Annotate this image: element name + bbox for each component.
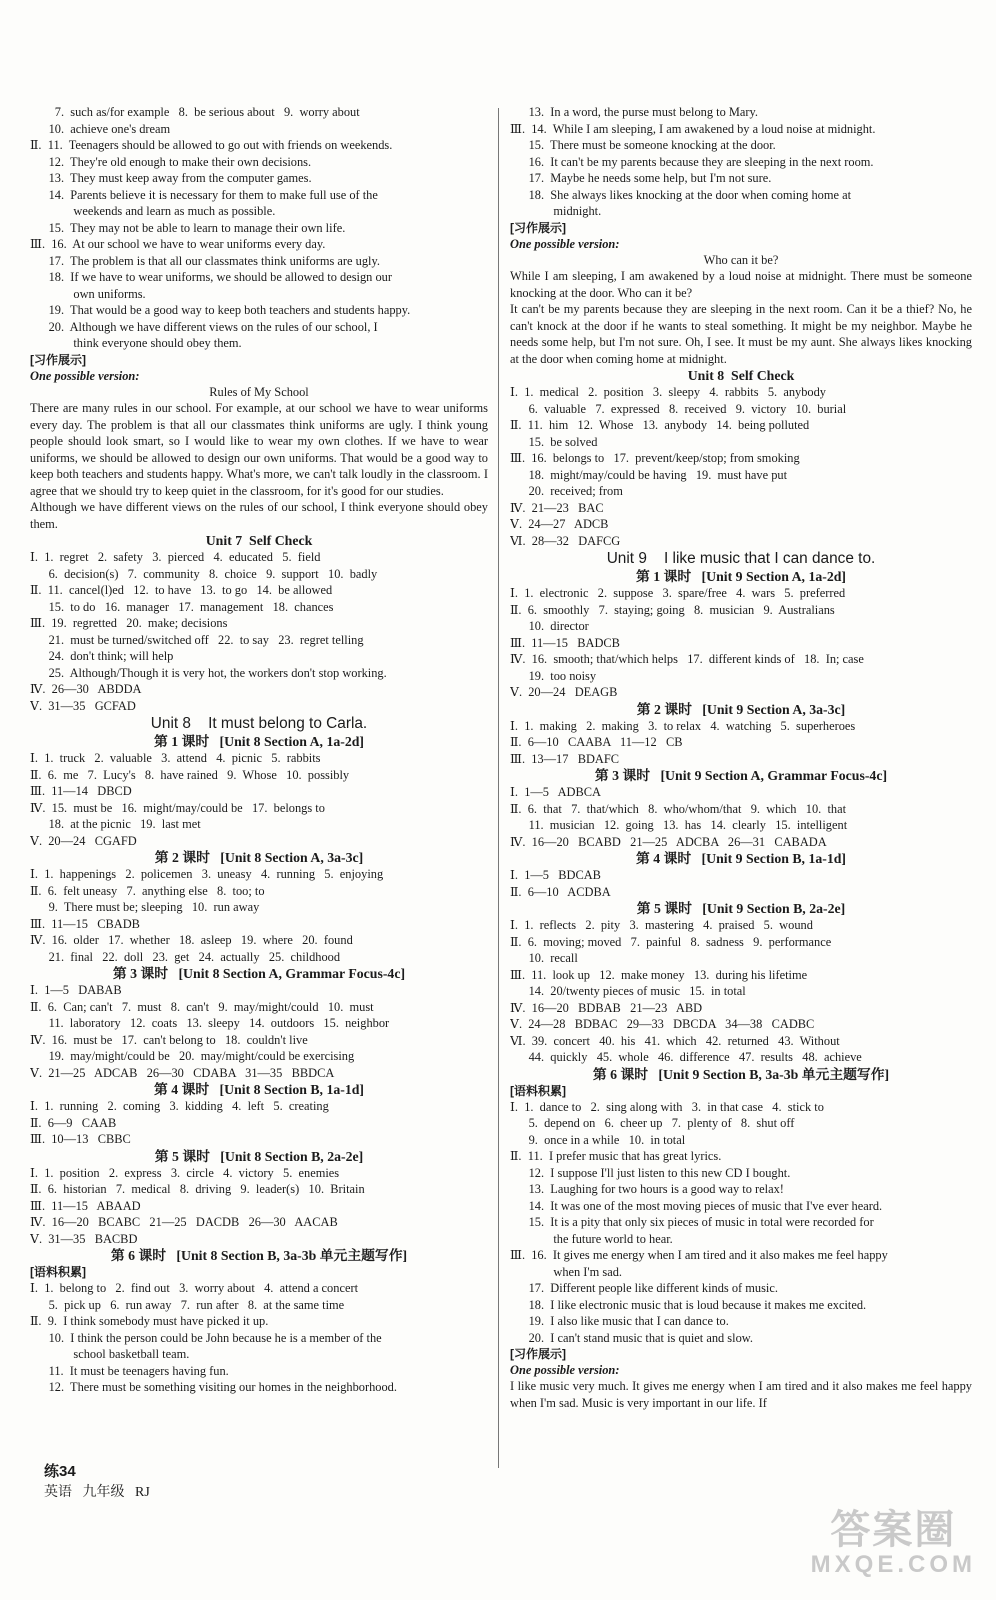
essay-paragraph: I like music very much. It gives me energy when I am tired and it also makes me feel happy when I'm sad. Music is very important in our life. If — [510, 1379, 972, 1410]
answer-line: 18. might/may/could be having 19. must have put — [510, 467, 788, 482]
answer-line: 13. In a word, the purse must belong to Mary. — [510, 105, 758, 119]
section-tag: [习作展示] — [30, 352, 86, 367]
answer-line: Ⅰ. 1. position 2. express 3. circle 4. victory 5. enemies — [30, 1165, 340, 1180]
version-label: One possible version: — [510, 236, 620, 251]
answer-line: 21. final 22. doll 23. get 24. actually 25. childhood — [30, 949, 341, 964]
answer-line: 13. Laughing for two hours is a good way to relax! — [510, 1182, 784, 1196]
answer-line: Ⅳ. 16—20 BDBAB 21—23 ABD — [510, 1000, 703, 1015]
page-footer — [30, 1444, 150, 1517]
section-tag: [习作展示] — [510, 220, 566, 235]
answer-line: 10. I think the person could be John because he is a member of the — [30, 1330, 382, 1345]
essay-paragraph: Although we have different views on the rules of our school, I think everyone should obey them. — [30, 500, 488, 531]
answer-line: 19. may/might/could be 20. may/might/could be exercising — [30, 1049, 355, 1063]
watermark-url: MXQE.COM — [810, 1551, 976, 1578]
answer-line: Ⅱ. 6—10 CAABA 11—12 CB — [510, 735, 683, 749]
answer-line: 7. such as/for example 8. be serious about 9. worry about — [30, 105, 360, 119]
answer-line: Ⅰ. 1. running 2. coming 3. kidding 4. left 5. creating — [30, 1099, 329, 1113]
answer-line: 18. If we have to wear uniforms, we should be allowed to design our — [30, 270, 392, 284]
answer-line: Ⅳ. 16. must be 17. can't belong to 18. couldn't live — [30, 1032, 308, 1047]
answer-line: Ⅲ. 16. belongs to 17. prevent/keep/stop; from smoking — [510, 451, 800, 465]
answer-line: Ⅲ. 19. regretted 20. make; decisions — [30, 616, 228, 630]
section-heading: 第 1 课时 [Unit 8 Section A, 1a-2d] — [153, 734, 365, 749]
section-heading: 第 2 课时 [Unit 9 Section A, 3a-3c] — [636, 701, 846, 717]
section-heading: 第 6 课时 [Unit 9 Section B, 3a-3b 单元主题写作] — [592, 1066, 890, 1082]
answer-line: Ⅳ. 16. older 17. whether 18. asleep 19. where 20. found — [30, 933, 353, 947]
answer-line: 12. They're old enough to make their own decisions. — [30, 154, 312, 169]
answer-line: Ⅱ. 6—10 ACDBA — [510, 884, 611, 899]
answer-line: 18. at the picnic 19. last met — [30, 817, 201, 831]
answer-line: Ⅰ. 1—5 BDCAB — [510, 868, 601, 882]
watermark-logo — [811, 1508, 976, 1578]
answer-line: 18. I like electronic music that is loud because it makes me excited. — [510, 1297, 867, 1312]
answer-line: Ⅱ. 9. I think somebody must have picked it up. — [30, 1314, 269, 1328]
answer-line: Ⅱ. 6. moving; moved 7. painful 8. sadness 9. performance — [510, 934, 832, 949]
answer-line: Ⅳ. 21—23 BAC — [510, 500, 604, 515]
section-heading: 第 3 课时 [Unit 8 Section A, Grammar Focus-4c] — [112, 966, 406, 981]
answer-line: 11. musician 12. going 13. has 14. clearly 15. intelligent — [510, 818, 848, 832]
answer-line: 9. once in a while 10. in total — [510, 1132, 686, 1147]
section-tag: [习作展示] — [510, 1347, 566, 1361]
answer-line: 10. achieve one's dream — [30, 121, 171, 136]
answer-line: 14. It was one of the most moving pieces of music that I've ever heard. — [510, 1198, 883, 1213]
answer-line: Ⅱ. 6. me 7. Lucy's 8. have rained 9. Whose 10. possibly — [30, 767, 350, 782]
answer-line: Ⅴ. 24—28 BDBAC 29—33 DBCDA 34—38 CADBC — [510, 1017, 815, 1031]
answer-line: 15. They may not be able to learn to manage their own life. — [30, 220, 346, 235]
answer-line: Ⅲ. 16. At our school we have to wear uniforms every day. — [30, 237, 326, 251]
essay-paragraph: There are many rules in our school. For example, at our school we have to wear uniforms every day. The problem is that all our classmates think uniforms are ugly. I think young people should look smart, so I would like to wear my own clothes. If we have to wear uniforms, we should be allowed to design our own uniforms. That would be a good way to keep both teachers and students happy. What's more, we can't talk loudly in the classroom. I agree that we should try to keep quiet in the classroom, for it's good for our studies. — [30, 401, 488, 498]
answer-line: 21. must be turned/switched off 22. to say 23. regret telling — [30, 632, 364, 647]
answer-line: Ⅲ. 11—15 ABAAD — [30, 1198, 141, 1213]
answer-line: 14. Parents believe it is necessary for them to make full use of the — [30, 187, 378, 202]
answer-line: Ⅴ. 21—25 ADCAB 26—30 CDABA 31—35 BBDCA — [30, 1065, 335, 1080]
answer-line: 9. There must be; sleeping 10. run away — [30, 900, 260, 914]
answer-line: 12. There must be something visiting our homes in the neighborhood. — [30, 1380, 397, 1394]
section-heading: 第 6 课时 [Unit 8 Section B, 3a-3b 单元主题写作] — [110, 1248, 408, 1263]
answer-line: Ⅲ. 14. While I am sleeping, I am awakened by a loud noise at midnight. — [510, 121, 876, 136]
essay-title: Who can it be? — [703, 252, 779, 267]
answer-line: 15. to do 16. manager 17. management 18. chances — [30, 599, 334, 614]
answer-line: Ⅱ. 11. cancel(l)ed 12. to have 13. to go 14. be allowed — [30, 583, 333, 597]
answer-line: think everyone should obey them. — [30, 336, 242, 350]
answer-line: 24. don't think; will help — [30, 649, 174, 663]
right-column — [510, 104, 972, 1411]
answer-line: Ⅱ. 6. that 7. that/which 8. who/whom/that 9. which 10. that — [510, 801, 847, 816]
answer-line: Ⅱ. 11. Teenagers should be allowed to go out with friends on weekends. — [30, 138, 393, 152]
answer-line: 16. It can't be my parents because they are sleeping in the next room. — [510, 154, 874, 169]
answer-line: 20. I can't stand music that is quiet and slow. — [510, 1330, 754, 1345]
answer-line: Ⅴ. 20—24 DEAGB — [510, 685, 618, 699]
answer-line: 13. They must keep away from the computer games. — [30, 171, 312, 185]
section-heading: 第 1 课时 [Unit 9 Section A, 1a-2d] — [635, 569, 847, 584]
answer-line: 15. be solved — [510, 434, 598, 449]
answer-line: 19. That would be a good way to keep both teachers and students happy. — [30, 303, 411, 317]
answer-line: the future world to hear. — [510, 1231, 673, 1246]
answer-line: midnight. — [510, 204, 602, 218]
answer-line: Ⅱ. 6. felt uneasy 7. anything else 8. too; to — [30, 883, 265, 898]
answer-line: 19. I also like music that I can dance to. — [510, 1314, 729, 1328]
answer-line: Ⅱ. 11. him 12. Whose 13. anybody 14. being polluted — [510, 418, 810, 432]
answer-line: when I'm sad. — [510, 1264, 623, 1279]
section-heading: 第 2 课时 [Unit 8 Section A, 3a-3c] — [154, 850, 364, 865]
answer-line: 15. There must be someone knocking at the door. — [510, 138, 776, 152]
answer-line: Ⅱ. 11. I prefer music that has great lyrics. — [510, 1149, 722, 1163]
answer-line: 18. She always likes knocking at the door when coming home at — [510, 187, 852, 202]
answer-line: Ⅳ. 15. must be 16. might/may/could be 17. belongs to — [30, 800, 325, 815]
answer-line: 5. depend on 6. cheer up 7. plenty of 8. shut off — [510, 1116, 795, 1130]
essay-title: Rules of My School — [209, 384, 309, 399]
watermark-title: 答案圈 — [830, 1508, 957, 1552]
answer-line: Ⅱ. 6. Can; can't 7. must 8. can't 9. may/might/could 10. must — [30, 999, 374, 1014]
essay-paragraph: It can't be my parents because they are sleeping in the next room. Can it be a thief? No, he can't knock at the door if he wants to steal something. It might be my neighbor. Maybe he needs some help, but I'm not sure. Oh, I see. It must be my aunt. She always likes knocking at the door when coming home at midnight. — [510, 302, 972, 366]
answer-line: 12. I suppose I'll just listen to this new CD I bought. — [510, 1165, 791, 1180]
answer-line: school basketball team. — [30, 1347, 190, 1361]
section-heading: 第 5 课时 [Unit 9 Section B, 2a-2e] — [636, 901, 846, 916]
section-heading: 第 3 课时 [Unit 9 Section A, Grammar Focus-4c] — [594, 768, 888, 783]
column-divider — [498, 108, 499, 1468]
answer-line: Ⅲ. 11—14 DBCD — [30, 784, 132, 798]
answer-line: 25. Although/Though it is very hot, the workers don't stop working. — [30, 665, 387, 680]
answer-line: 10. director — [510, 619, 589, 633]
section-heading: 第 4 课时 [Unit 8 Section B, 1a-1d] — [153, 1082, 365, 1097]
answer-line: Ⅳ. 16—20 BCABC 21—25 DACDB 26—30 AACAB — [30, 1215, 338, 1229]
answer-line: Ⅴ. 24—27 ADCB — [510, 517, 609, 531]
version-label: One possible version: — [30, 368, 140, 383]
answer-line: 11. It must be teenagers having fun. — [30, 1363, 229, 1378]
answer-line: 17. The problem is that all our classmates think uniforms are ugly. — [30, 253, 380, 268]
essay-paragraph: While I am sleeping, I am awakened by a loud noise at midnight. There must be someone knocking at the door. Who can it be? — [510, 269, 972, 300]
answer-line: Ⅳ. 26—30 ABDDA — [30, 682, 142, 696]
answer-line: 17. Different people like different kinds of music. — [510, 1281, 778, 1295]
answer-line: 5. pick up 6. run away 7. run after 8. at the same time — [30, 1297, 345, 1312]
answer-line: Ⅵ. 39. concert 40. his 41. which 42. returned 43. Without — [510, 1033, 840, 1048]
answer-line: 10. recall — [510, 951, 578, 965]
page-number: 练34 — [44, 1463, 76, 1480]
answer-line: Ⅴ. 31—35 GCFAD — [30, 698, 136, 713]
answer-line: weekends and learn as much as possible. — [30, 204, 276, 218]
left-column — [30, 104, 488, 1396]
answer-line: Ⅰ. 1. making 2. making 3. to relax 4. watching 5. superheroes — [510, 718, 856, 733]
answer-line: Ⅲ. 10—13 CBBC — [30, 1132, 131, 1146]
answer-line: Ⅰ. 1. truck 2. valuable 3. attend 4. picnic 5. rabbits — [30, 751, 321, 765]
answer-line: Ⅲ. 11. look up 12. make money 13. during his lifetime — [510, 967, 808, 982]
answer-line: Ⅰ. 1. medical 2. position 3. sleepy 4. rabbits 5. anybody — [510, 385, 826, 399]
answer-line: 6. valuable 7. expressed 8. received 9. victory 10. burial — [510, 401, 847, 416]
answer-line: Ⅳ. 16. smooth; that/which helps 17. different kinds of 18. In; case — [510, 652, 864, 666]
answer-line: Ⅰ. 1. regret 2. safety 3. pierced 4. educated 5. field — [30, 550, 321, 564]
answer-line: Ⅲ. 11—15 CBADB — [30, 916, 140, 931]
answer-line: Ⅰ. 1—5 DABAB — [30, 983, 122, 997]
section-heading: Unit 7 Self Check — [205, 533, 313, 548]
section-heading: 第 5 课时 [Unit 8 Section B, 2a-2e] — [154, 1148, 364, 1164]
answer-line: 14. 20/twenty pieces of music 15. in total — [510, 984, 746, 998]
book-info: 英语 九年级 RJ — [44, 1485, 150, 1500]
section-heading: Unit 8 Self Check — [687, 368, 795, 383]
answer-line: Ⅴ. 20—24 CGAFD — [30, 833, 137, 848]
answer-line: 44. quickly 45. whole 46. difference 47. results 48. achieve — [510, 1050, 862, 1064]
version-label: One possible version: — [510, 1363, 620, 1377]
unit-title: Unit 8 It must belong to Carla. — [150, 715, 368, 732]
answer-line: Ⅰ. 1. belong to 2. find out 3. worry about 4. attend a concert — [30, 1281, 359, 1295]
answer-line: Ⅵ. 28—32 DAFCG — [510, 533, 621, 548]
answer-line: 11. laboratory 12. coats 13. sleepy 14. outdoors 15. neighbor — [30, 1016, 390, 1030]
answer-line: Ⅲ. 16. It gives me energy when I am tired and it also makes me feel happy — [510, 1248, 888, 1262]
section-heading: 第 4 课时 [Unit 9 Section B, 1a-1d] — [635, 851, 847, 866]
unit-title: Unit 9 I like music that I can dance to. — [606, 550, 876, 567]
answer-line: 6. decision(s) 7. community 8. choice 9. support 10. badly — [30, 566, 378, 581]
section-tag: [语料积累] — [510, 1083, 566, 1098]
answer-line: Ⅱ. 6. historian 7. medical 8. driving 9. leader(s) 10. Britain — [30, 1182, 365, 1196]
answer-line: Ⅲ. 11—15 BADCB — [510, 635, 620, 650]
answer-line: Ⅲ. 13—17 BDAFC — [510, 751, 620, 766]
answer-line: Ⅰ. 1—5 ADBCA — [510, 785, 601, 799]
answer-line: 15. It is a pity that only six pieces of music in total were recorded for — [510, 1215, 874, 1229]
answer-line: 17. Maybe he needs some help, but I'm not sure. — [510, 171, 772, 185]
answer-line: Ⅰ. 1. happenings 2. policemen 3. uneasy 4. running 5. enjoying — [30, 867, 384, 881]
answer-line: Ⅱ. 6. smoothly 7. staying; going 8. musician 9. Australians — [510, 602, 835, 617]
section-tag: [语料积累] — [30, 1265, 86, 1279]
answer-line: Ⅰ. 1. electronic 2. suppose 3. spare/free 4. wars 5. preferred — [510, 586, 846, 600]
answer-line: Ⅳ. 16—20 BCABD 21—25 ADCBA 26—31 CABADA — [510, 834, 827, 849]
answer-line: Ⅰ. 1. dance to 2. sing along with 3. in that case 4. stick to — [510, 1099, 824, 1114]
answer-line: 20. Although we have different views on the rules of our school, I — [30, 319, 378, 334]
answer-line: Ⅱ. 6—9 CAAB — [30, 1115, 117, 1130]
answer-line: 20. received; from — [510, 484, 623, 498]
answer-line: Ⅰ. 1. reflects 2. pity 3. mastering 4. praised 5. wound — [510, 918, 813, 932]
answer-line: 19. too noisy — [510, 668, 597, 683]
answer-line: Ⅴ. 31—35 BACBD — [30, 1231, 138, 1246]
answer-line: own uniforms. — [30, 286, 146, 301]
